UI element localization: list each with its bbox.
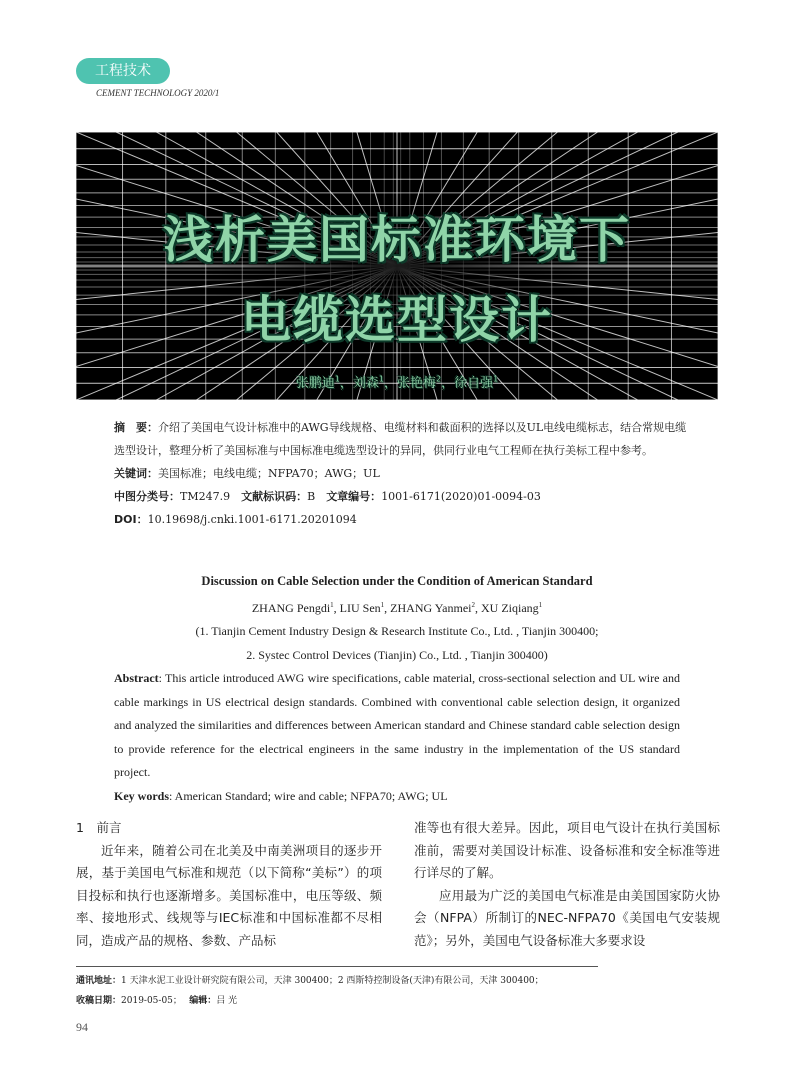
class-label: 中图分类号： xyxy=(114,490,180,503)
abstract-text: 介绍了美国电气设计标准中的AWG导线规格、电缆材料和截面积的选择以及UL电线电缆标志，结合常规电缆选型设计，整理分析了美国标准与中国标准电缆选型设计的异同，供同行业电气工程师在执行美标工程中参考。 xyxy=(114,421,687,457)
article-label: 文章编号： xyxy=(326,490,382,503)
body-paragraph: 近年来，随着公司在北美及中南美洲项目的逐步开展，基于美国电气标准和规范（以下简称“美标”）的项目投标和执行也逐渐增多。美国标准中，电压等级、频率、接地形式、线规等与IEC标准和中国标准都不尽相同，造成产品的规格、参数、产品标 xyxy=(76,842,382,948)
author-separator: ， xyxy=(339,376,353,391)
author-affiliation-mark: 2 xyxy=(436,374,442,384)
author-name: ZHANG Yanmei xyxy=(390,600,472,615)
author-name: 张鹏迪 xyxy=(295,376,335,391)
author-name: ZHANG Pengdi xyxy=(251,600,331,615)
abstract-label: 摘 要： xyxy=(114,421,158,434)
journal-name: CEMENT TECHNOLOGY 2020/1 xyxy=(96,88,220,98)
article-title-line2: 电缆选型设计 xyxy=(241,291,553,349)
doi-value: 10.19698/j.cnki.1001-6171.20201094 xyxy=(147,513,357,526)
doi-label: DOI： xyxy=(114,513,148,526)
author-name: LIU Sen xyxy=(339,600,381,615)
english-affiliation-1: (1. Tianjin Cement Industry Design & Research Institute Co., Ltd. , Tianjin 300400; xyxy=(195,624,599,638)
received-footnote xyxy=(76,991,716,1011)
english-abstract-paragraph xyxy=(114,667,680,785)
author-separator: ， xyxy=(441,376,455,391)
author-affiliation-mark: 1 xyxy=(330,600,334,609)
article-value: 1001-6171(2020)01-0094-03 xyxy=(381,490,541,503)
english-title: Discussion on Cable Selection under the Condition of American Standard xyxy=(201,574,593,588)
english-abstract-text: : This article introduced AWG wire specifications, cable material, cross-sectional selection and UL wire and cable markings in US electrical design standards. Combined with conventional cable selection design, it organized and analyzed the similarities and differences between American standard and Chinese standard cable selection design to provide reference for the electrical engineers in the same industry in the implementation of the US standard project. xyxy=(114,671,680,779)
author-affiliation-mark: 1 xyxy=(378,374,384,384)
author-affiliation-mark: 1 xyxy=(538,600,543,609)
author-separator: , xyxy=(475,600,481,615)
address-footnote xyxy=(76,971,716,991)
classification-line xyxy=(114,485,690,508)
author-separator: , xyxy=(384,600,391,615)
address-text: 1 天津水泥工业设计研究院有限公司，天津 300400；2 西斯特控制设备(天津)有限公司，天津 300400； xyxy=(121,976,544,986)
class-value: TM247.9 xyxy=(180,490,231,503)
address-label: 通讯地址： xyxy=(76,976,122,986)
author-name: 张艳梅 xyxy=(397,376,437,391)
english-authors xyxy=(114,594,680,621)
author-affiliation-mark: 2 xyxy=(471,600,475,609)
author-affiliation-mark: 1 xyxy=(380,600,385,609)
body-column-left xyxy=(76,817,382,952)
title-banner xyxy=(76,132,718,400)
english-keywords-label: Key words xyxy=(114,788,169,803)
english-affiliation-2: 2. Systec Control Devices (Tianjin) Co., Ltd. , Tianjin 300400) xyxy=(246,647,548,662)
author-separator: ， xyxy=(383,376,397,391)
editor-label: 编辑： xyxy=(189,996,217,1006)
article-title-line1: 浅析美国标准环境下 xyxy=(163,211,631,269)
body-paragraph: 准等也有很大差异。因此，项目电气设计在执行美国标准前，需要对美国设计标准、设备标准和安全标准等进行详尽的了解。 xyxy=(414,820,720,880)
author-affiliation-mark: 1 xyxy=(334,374,340,384)
received-label: 收稿日期： xyxy=(76,996,122,1006)
footnote-divider xyxy=(76,966,598,967)
section-tag: 工程技术 xyxy=(76,58,170,84)
author-name: 刘森 xyxy=(352,376,379,391)
author-name: 徐自强 xyxy=(454,376,494,391)
doc-label: 文献标识码： xyxy=(241,490,308,503)
abstract-paragraph xyxy=(114,416,690,462)
chinese-abstract xyxy=(114,416,690,531)
author-name: XU Ziqiang xyxy=(481,600,539,615)
body-paragraph: 应用最为广泛的美国电气标准是由美国国家防火协会（NFPA）所制订的NEC-NFPA70《美国电气安装规范》；另外，美国电气设备标准大多要求设 xyxy=(414,887,720,948)
footnotes xyxy=(76,971,716,1011)
doc-value: B xyxy=(307,490,316,503)
keywords-label: 关键词： xyxy=(114,467,158,480)
english-abstract xyxy=(114,570,680,808)
page-number: 94 xyxy=(76,1020,88,1034)
body-column-right xyxy=(414,817,720,952)
english-abstract-label: Abstract xyxy=(114,671,159,685)
keywords-line xyxy=(114,462,690,485)
author-affiliation-mark: 1 xyxy=(493,374,499,384)
doi-line xyxy=(114,508,690,531)
editor-value: 吕 光 xyxy=(216,996,238,1006)
received-value: 2019-05-05； xyxy=(121,996,178,1006)
keywords-text: 美国标准；电线电缆；NFPA70；AWG；UL xyxy=(158,467,380,480)
english-keywords-text: : American Standard; wire and cable; NFPA70; AWG; UL xyxy=(169,788,448,803)
author-separator: , xyxy=(333,600,340,615)
author-list xyxy=(76,372,718,391)
section-heading: 1 前言 xyxy=(76,820,122,835)
english-keywords xyxy=(114,785,680,809)
